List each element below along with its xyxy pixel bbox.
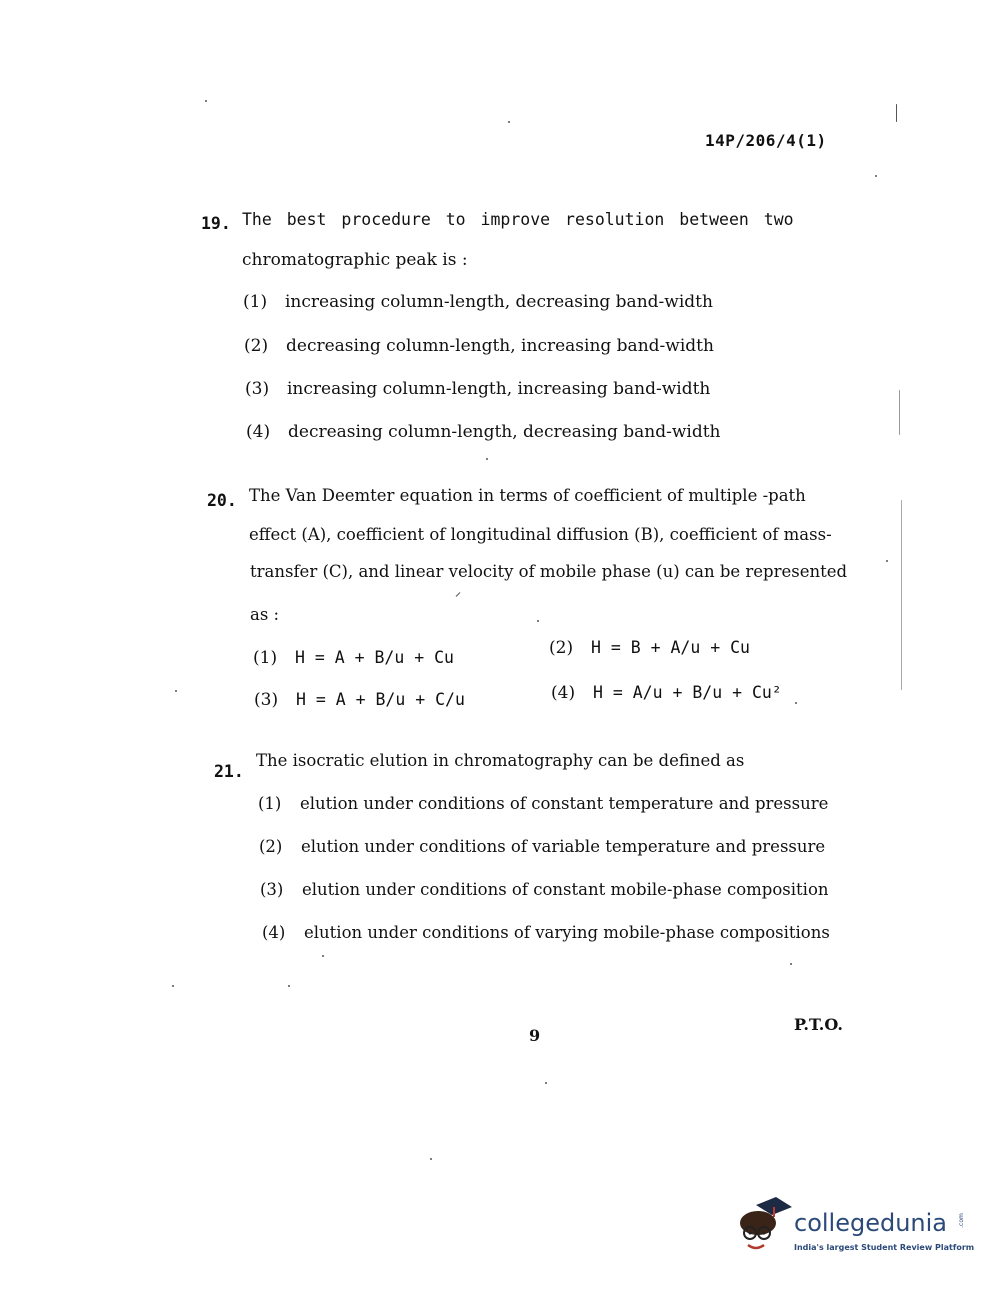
option-3: (3) elution under conditions of constant mobile-phase composition <box>260 880 829 899</box>
question-text-line: effect (A), coefficient of longitudinal diffusion (B), coefficient of mass- <box>249 525 832 544</box>
question-number: 19. <box>201 214 231 233</box>
scan-speck <box>175 690 177 692</box>
scan-speck <box>486 458 488 460</box>
brand-tagline: India's largest Student Review Platform <box>794 1243 975 1252</box>
scan-speck <box>790 963 792 965</box>
scan-speck <box>322 955 324 957</box>
scan-speck <box>886 560 888 562</box>
brand-suffix: .com <box>957 1213 965 1228</box>
option-3: (3) H = A + B/u + C/u <box>254 690 465 710</box>
question-number: 21. <box>214 762 244 781</box>
option-4: (4) elution under conditions of varying mobile-phase compositions <box>262 923 830 942</box>
question-text-line: chromatographic peak is : <box>242 250 468 270</box>
question-text-line: The Van Deemter equation in terms of coefficient of multiple -path <box>249 486 806 505</box>
pto-label: P.T.O. <box>794 1015 843 1034</box>
scan-speck <box>205 100 207 102</box>
scan-speck <box>875 175 877 177</box>
scan-speck <box>456 592 461 597</box>
option-4: (4) decreasing column-length, decreasing band-width <box>246 422 721 442</box>
question-text-line: The isocratic elution in chromatography can be defined as <box>256 751 745 770</box>
student-mascot-icon <box>736 1197 792 1257</box>
option-1: (1) elution under conditions of constant temperature and pressure <box>258 794 829 813</box>
option-1: (1) increasing column-length, decreasing band-width <box>243 292 713 312</box>
question-number: 20. <box>207 491 237 510</box>
scan-speck <box>508 121 510 123</box>
collegedunia-watermark <box>736 1197 975 1267</box>
option-2: (2) decreasing column-length, increasing band-width <box>244 336 714 356</box>
option-4: (4) H = A/u + B/u + Cu² <box>551 683 782 703</box>
question-text-line: as : <box>250 605 280 624</box>
option-2: (2) elution under conditions of variable temperature and pressure <box>259 837 826 856</box>
scan-speck <box>537 620 539 622</box>
scan-speck <box>896 104 897 122</box>
paper-code: 14P/206/4(1) <box>705 131 827 150</box>
option-1: (1) H = A + B/u + Cu <box>253 648 454 668</box>
scan-speck <box>430 1158 432 1160</box>
scan-speck <box>172 985 174 987</box>
scan-speck <box>901 500 902 690</box>
brand-name: collegedunia <box>794 1209 948 1237</box>
scan-speck <box>545 1082 547 1084</box>
page-number: 9 <box>529 1026 541 1045</box>
scan-speck <box>288 985 290 987</box>
scan-speck <box>899 390 900 435</box>
option-2: (2) H = B + A/u + Cu <box>549 638 750 658</box>
question-text-line: The best procedure to improve resolution between two <box>242 210 794 229</box>
question-text-line: transfer (C), and linear velocity of mobile phase (u) can be represented <box>250 562 848 581</box>
scan-speck <box>795 702 797 704</box>
option-3: (3) increasing column-length, increasing band-width <box>245 379 711 399</box>
